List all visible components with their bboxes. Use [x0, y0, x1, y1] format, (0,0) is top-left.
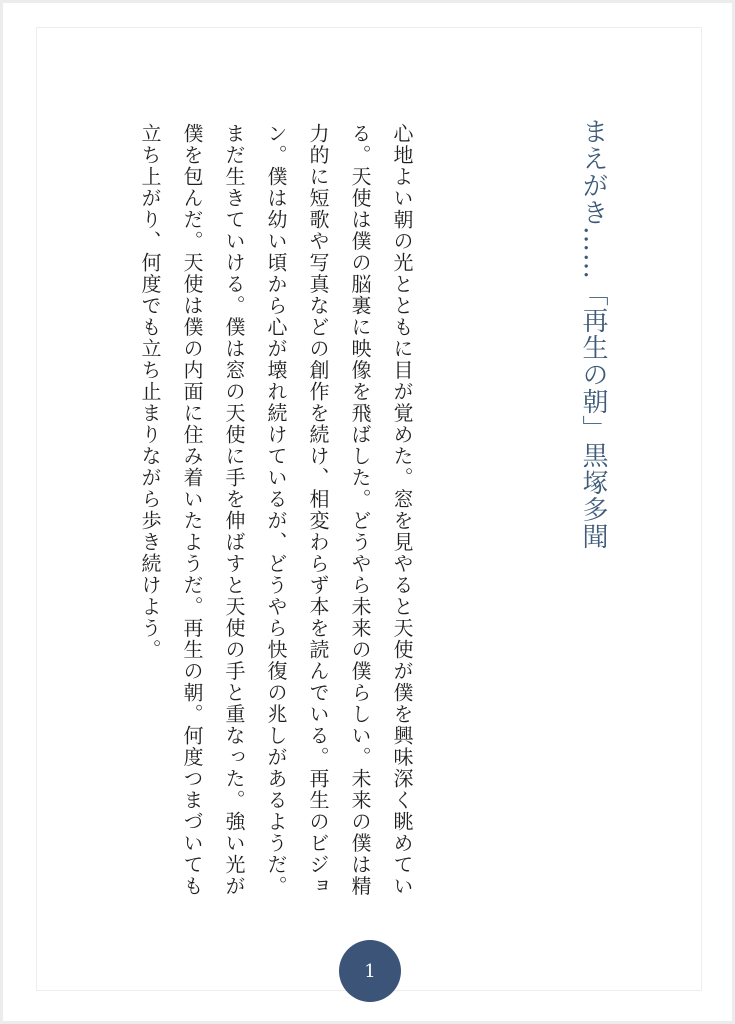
- document-page: [3, 3, 732, 1021]
- page-number-badge: 1: [339, 940, 401, 1002]
- chapter-title: まえがき……「再生の朝」黒塚多聞: [578, 118, 608, 550]
- body-text: 心地よい朝の光とともに目が覚めた。窓を見やると天使が僕を興味深く眺めている。天使は僕の脳裏に映像を飛ばした。どうやら未来の僕らしい。未来の僕は精力的に短歌や写真などの創作を続け、相変わらず本を読んでいる。再生のビジョン。僕は幼い頃から心が壊れ続けているが、どうやら快復の兆しがあるようだ。まだ生きていける。僕は窓の天使に手を伸ばすと天使の手と重なった。強い光が僕を包んだ。天使は僕の内面に住み着いたようだ。再生の朝。何度つまづいても立ち上がり、何度でも立ち止まりながら歩き続けよう。: [138, 123, 414, 897]
